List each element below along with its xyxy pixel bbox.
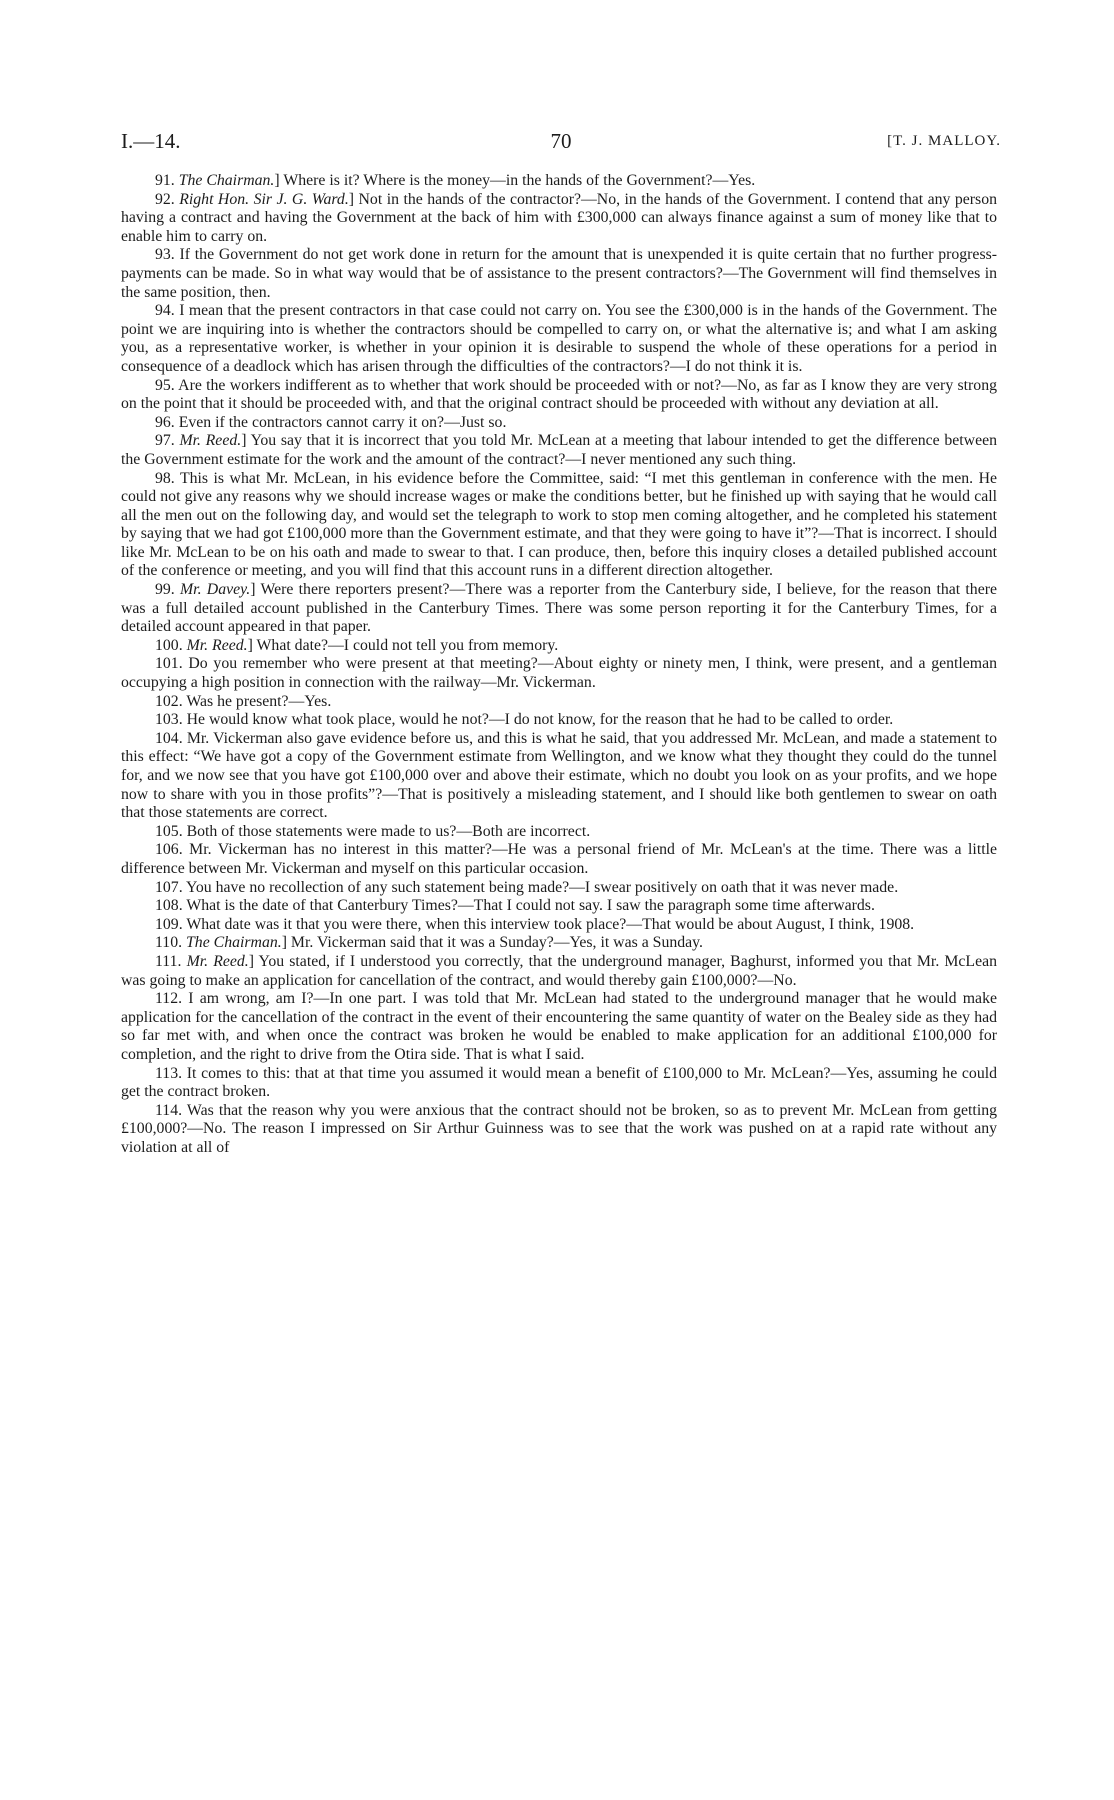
question-text: If the Government do not get work done in return for the amount that is unexpended it is quite certain that no further progress-payments can be made. So in what way would that be of assistance to the present contractors?—The Government will find themselves in the same position, then. bbox=[121, 246, 997, 301]
page-number: 70 bbox=[550, 129, 572, 153]
testimony-paragraph bbox=[121, 377, 997, 414]
speaker-name: Right Hon. Sir J. G. Ward. bbox=[179, 190, 349, 208]
testimony-paragraph bbox=[121, 693, 997, 712]
question-number: 103. bbox=[155, 711, 187, 729]
testimony-paragraph: 111. Mr. Reed.] You stated, if I understood you correctly, that the underground manager, Baghurst, informed you that Mr. McLean was going to make an application for cancellation of the contract, and would thereby gain £100,000?—No. bbox=[121, 952, 998, 989]
testimony-paragraph: 97. Mr. Reed.] You say that it is incorrect that you told Mr. McLean at a meeting that labour intended to get the difference between the Government estimate for the work and the amount of the contract?—I never mentioned any such thing. bbox=[121, 432, 997, 468]
question-number: 109. bbox=[155, 915, 187, 933]
speaker-name: Mr. Reed. bbox=[179, 432, 242, 450]
question-text: He would know what took place, would he not?—I do not know, for the reason that he had to be called to order. bbox=[186, 711, 894, 729]
page-header bbox=[121, 128, 1001, 154]
question-text: Was that the reason why you were anxious that the contract should not be broken, so as to prevent Mr. McLean from getting £100,000?—No. The reason I impressed on Sir Arthur Guinness was to see that the work was pushed on at a rapid rate without any violation at all of bbox=[121, 1101, 997, 1156]
testimony-paragraph: 92. Right Hon. Sir J. G. Ward.] Not in the hands of the contractor?—No, in the hands of the Government. I contend that any person having a contract and having the Government at the back of him with £300,000 can always finance against a sum of money like that to enable him to carry on. bbox=[121, 190, 997, 245]
question-number: 100. bbox=[155, 636, 187, 654]
question-number: 101. bbox=[155, 655, 189, 673]
speaker-name: Mr. Reed. bbox=[186, 952, 249, 970]
testimony-paragraph bbox=[121, 990, 997, 1064]
question-text: What date?—I could not tell you from memory. bbox=[256, 636, 559, 654]
speaker-name: Mr. Reed. bbox=[186, 636, 248, 654]
question-text: Both of those statements were made to us?—Both are incorrect. bbox=[186, 822, 591, 840]
question-text: This is what Mr. McLean, in his evidence before the Committee, said: “I met this gentleman in conference with the men. He could not give any reasons why we should increase wages or make the conditions better, but he finished up with saying that he would call all the men out on the following day, and would set the telegraph to work to stop men coming altogether, and he completed his statement by saying that we had got £100,000 more than the Government estimate, and that they were going to have it”?—That is incorrect. I should like Mr. McLean to be on his oath and made to swear to that. I can produce, then, before this inquiry closes a detailed published account of the conference or meeting, and you will find that this account runs in a different direction altogether. bbox=[121, 469, 997, 580]
question-number: 97. bbox=[155, 432, 180, 450]
question-number: 107. bbox=[155, 878, 187, 896]
question-number: 112. bbox=[155, 990, 189, 1008]
testimony-paragraph bbox=[121, 1102, 997, 1158]
question-text: You have no recollection of any such statement being made?—I swear positively on oath that it was never made. bbox=[186, 878, 899, 896]
question-text: Are the workers indifferent as to whether that work should be proceeded with or not?—No, as far as I know they are very strong on the point that it should be proceeded with, and that the original contract should be proceeded with without any deviation at all. bbox=[121, 376, 997, 413]
testimony-paragraph bbox=[121, 655, 997, 692]
question-number: 92. bbox=[155, 190, 180, 208]
speaker-name: The Chairman. bbox=[186, 934, 282, 952]
question-text: What date was it that you were there, when this interview took place?—That would be about August, I think, 1908. bbox=[186, 915, 915, 933]
question-number: 110. bbox=[155, 934, 187, 952]
testimony-paragraph: 99. Mr. Davey.] Were there reporters present?—There was a reporter from the Canterbury side, I believe, for the reason that there was a full detailed account published in the Canterbury Times. There was some person reporting it for the Canterbury Times, for a detailed account appeared in that paper. bbox=[121, 581, 997, 636]
question-number: 96. bbox=[155, 413, 179, 431]
question-text: I mean that the present contractors in that case could not carry on. You see the £300,000 is in the hands of the Government. The point we are inquiring into is whether the contractors should be compelled to carry on, or what the alternative is; and what I am asking you, as a representative worker, is whether in your opinion it is desirable to suspend the whole of these operations for a period in consequence of a deadlock which has arisen through the difficulties of the contractors?—I do not think it is. bbox=[121, 302, 997, 375]
question-text: Do you remember who were present at that meeting?—About eighty or ninety men, I think, were present, and a gentleman occupying a high position in connection with the railway—Mr. Vickerman. bbox=[121, 655, 998, 692]
testimony-paragraph bbox=[121, 1065, 997, 1102]
question-number: 99. bbox=[155, 581, 181, 599]
testimony-paragraph: 100. Mr. Reed.] What date?—I could not tell you from memory. bbox=[155, 636, 559, 654]
question-number: 111. bbox=[155, 952, 187, 970]
question-number: 114. bbox=[155, 1101, 187, 1119]
testimony-paragraph bbox=[121, 470, 997, 582]
testimony-paragraph bbox=[121, 414, 997, 433]
question-text: Not in the hands of the contractor?—No, in the hands of the Government. I contend that any person having a contract and having the Government at the back of him with £300,000 can always finance against a sum of money like that to enable him to carry on. bbox=[121, 190, 997, 245]
question-text: Mr. Vickerman also gave evidence before us, and this is what he said, that you addressed Mr. McLean, and made a statement to this effect: “We have got a copy of the Government estimate from Wellington, and we know what they thought they could do the tunnel for, and we now see that you have got £100,000 over and above their estimate, which no doubt you look on as your profits, and we hope now to share with you in those profits”?—That is positively a misleading statement, and I should like both gentlemen to swear on oath that those statements are correct. bbox=[121, 729, 998, 822]
question-text: Where is it? Where is the money—in the hands of the Government?—Yes. bbox=[283, 172, 756, 189]
question-number: 105. bbox=[155, 822, 187, 840]
testimony-paragraph bbox=[121, 841, 997, 878]
question-number: 106. bbox=[155, 841, 190, 859]
question-number: 95. bbox=[155, 376, 179, 394]
testimony-paragraph bbox=[121, 897, 997, 916]
question-text: You say that it is incorrect that you told Mr. McLean at a meeting that labour intended to get the difference between the Government estimate for the work and the amount of the contract?—I never mentioned any such thing. bbox=[121, 432, 997, 468]
question-text: Even if the contractors cannot carry it on?—Just so. bbox=[178, 413, 507, 431]
paper-reference: I.—14. bbox=[121, 129, 181, 153]
question-text: Mr. Vickerman has no interest in this matter?—He was a personal friend of Mr. McLean's at the time. There was a little difference between Mr. Vickerman and myself on this particular occasion. bbox=[121, 841, 998, 877]
question-number: 98. bbox=[155, 469, 180, 487]
question-text: You stated, if I understood you correctly, that the underground manager, Baghurst, informed you that Mr. McLean was going to make an application for cancellation of the contract, and would thereby gain £100,000?—No. bbox=[121, 952, 998, 989]
testimony-paragraph bbox=[121, 879, 997, 898]
speaker-name: The Chairman. bbox=[178, 172, 275, 189]
testimony-paragraph bbox=[121, 302, 997, 376]
question-text: It comes to this: that at that time you assumed it would mean a benefit of £100,000 to Mr. McLean?—Yes, assuming he could get the contract broken. bbox=[121, 1064, 997, 1101]
question-number: 102. bbox=[155, 692, 187, 710]
witness-name: [T. J. MALLOY. bbox=[887, 133, 1001, 149]
question-number: 94. bbox=[155, 302, 180, 320]
testimony-paragraph bbox=[121, 823, 997, 842]
testimony-body bbox=[121, 172, 997, 1157]
testimony-paragraph: 110. The Chairman.] Mr. Vickerman said that it was a Sunday?—Yes, it was a Sunday. bbox=[155, 934, 703, 952]
question-text: Were there reporters present?—There was a reporter from the Canterbury side, I believe, for the reason that there was a full detailed account published in the Canterbury Times. There was some person reporting it for the Canterbury Times, for a detailed account appeared in that paper. bbox=[121, 581, 997, 636]
testimony-paragraph: 91. The Chairman.] Where is it? Where is the money—in the hands of the Government?—Yes. bbox=[155, 172, 756, 189]
testimony-paragraph bbox=[121, 246, 997, 302]
testimony-paragraph bbox=[121, 711, 997, 730]
question-number: 113. bbox=[155, 1064, 187, 1082]
question-text: What is the date of that Canterbury Times?—That I could not say. I saw the paragraph some time afterwards. bbox=[186, 897, 875, 915]
question-text: Mr. Vickerman said that it was a Sunday?—Yes, it was a Sunday. bbox=[290, 934, 703, 952]
question-number: 93. bbox=[155, 246, 180, 264]
question-text: Was he present?—Yes. bbox=[186, 692, 332, 710]
question-text: I am wrong, am I?—In one part. I was told that Mr. McLean had stated to the underground manager that he would make application for the cancellation of the contract in the event of their encountering the same quantity of water on the Bealey side as they had so far met with, and when once the contract was broken he would be enabled to make application for an additional £100,000 for completion, and the right to drive from the Otira side. That is what I said. bbox=[121, 990, 997, 1063]
testimony-paragraph bbox=[121, 730, 997, 823]
question-number: 108. bbox=[155, 897, 187, 915]
question-number: 104. bbox=[155, 729, 187, 747]
speaker-name: Mr. Davey. bbox=[180, 581, 251, 599]
question-number: 91. bbox=[155, 172, 179, 189]
testimony-paragraph bbox=[121, 916, 997, 935]
